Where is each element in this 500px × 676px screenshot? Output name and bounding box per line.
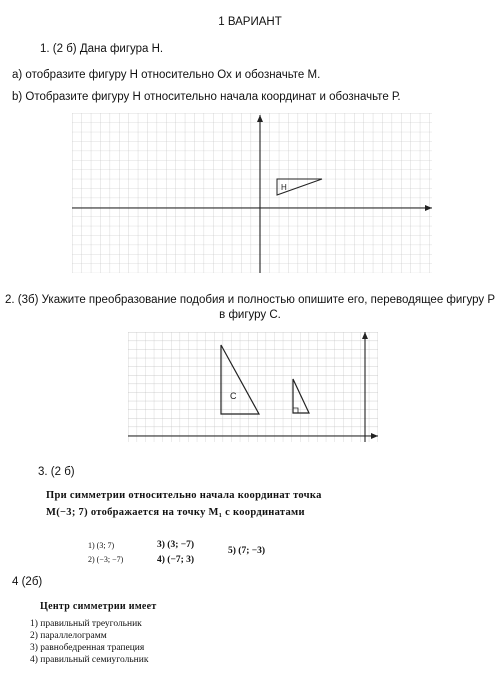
q3-option-1: 1) (3; 7) [88,541,115,550]
q4-option-4: 4) правильный семиугольник [30,655,149,665]
q2-line1: 2. (3б) Укажите преобразование подобия и полностью опишите его, переводящее фигуру Р [5,294,495,306]
q3-text-line2: M(−3; 7) отображается на точку M₁ с координатами [46,507,305,518]
q3-option-4: 4) (−7; 3) [157,555,195,565]
q3-option-3: 3) (3; −7) [157,540,195,550]
q2-line2: в фигуру С. [219,309,281,321]
figure-h-label: Н [281,183,287,192]
q1-part-b: b) Отобразите фигуру Н относительно начала координат и обозначьте Р. [12,91,401,103]
variant-heading: 1 ВАРИАНТ [218,16,282,28]
q1-title: 1. (2 б) Дана фигура Н. [40,43,164,55]
q4-options-list [30,618,148,666]
q3-title: 3. (2 б) [38,466,75,478]
q4-title: 4 (2б) [12,576,43,588]
q4-option-2: 2) параллелограмм [30,631,107,641]
coordinate-grid-2 [128,332,378,442]
q1-part-a: а) отобразите фигуру Н относительно Ох и обозначьте М. [12,69,321,81]
q3-option-2: 2) (−3; −7) [88,555,124,564]
q3-text-line1: При симметрии относительно начала координат точка [46,490,322,501]
q4-option-1: 1) правильный треугольник [30,619,142,629]
q4-option-3: 3) равнобедренная трапеция [30,643,145,653]
q4-question: Центр симметрии имеет [40,601,157,612]
figure-c-label: С [230,391,237,401]
coordinate-grid-1 [72,113,432,273]
q3-option-5: 5) (7; −3) [228,546,266,556]
